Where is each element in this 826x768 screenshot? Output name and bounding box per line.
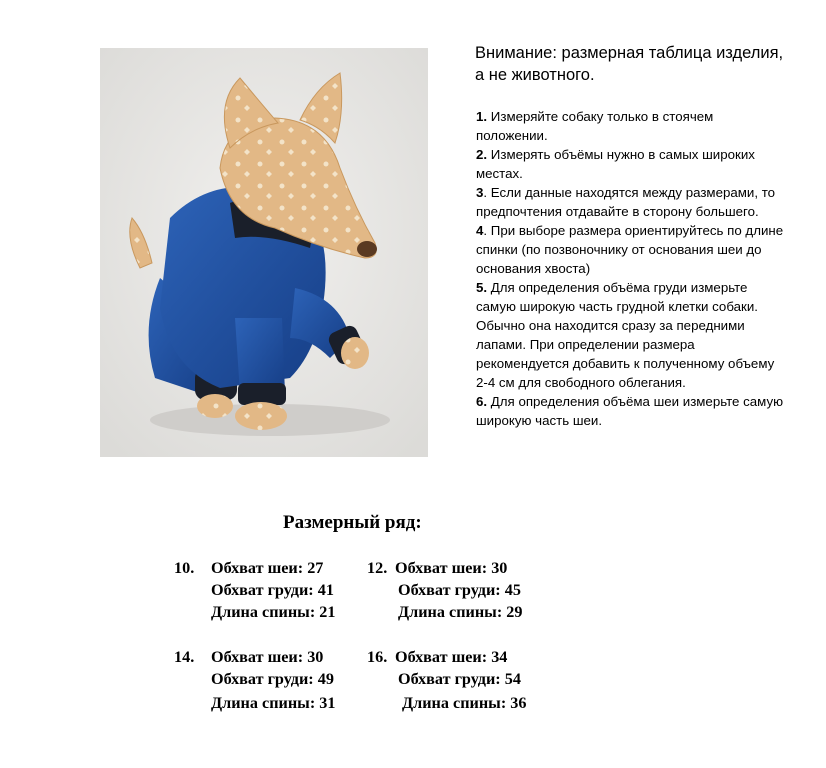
neck-girth: Обхват шеи: 30 (395, 559, 508, 577)
size-block-16 (395, 647, 526, 713)
size-number: 12. (367, 559, 388, 577)
neck-girth: Обхват шеи: 34 (395, 648, 508, 666)
instruction-2: 2. Измерять объёмы нужно в самых широких местах. (476, 147, 755, 181)
size-number: 10. (174, 559, 195, 577)
neck-girth: Обхват шеи: 27 (211, 559, 324, 577)
chest-girth: Обхват груди: 54 (398, 670, 521, 688)
product-photo (100, 48, 428, 457)
instruction-4: 4. При выборе размера ориентируйтесь по длине спинки (по позвоночнику от основания шеи до основания хвоста) (476, 223, 784, 276)
size-range-title: Размерный ряд: (283, 512, 422, 533)
instruction-3: 3. Если данные находятся между размерами, то предпочтения отдавайте в сторону большего. (476, 185, 776, 219)
chest-girth: Обхват груди: 45 (398, 581, 521, 599)
neck-girth: Обхват шеи: 30 (211, 648, 324, 666)
dog-in-jumpsuit-illustration (100, 48, 428, 457)
back-length: Длина спины: 29 (398, 603, 523, 621)
size-number: 16. (367, 648, 388, 666)
chest-girth: Обхват груди: 49 (211, 670, 334, 688)
size-number: 14. (174, 648, 195, 666)
instruction-1: 1. Измеряйте собаку только в стоячем положении. (476, 109, 714, 143)
size-warning-heading: Внимание: размерная таблица изделия, а не животного. (475, 44, 784, 84)
back-length: Длина спины: 21 (211, 603, 336, 621)
measurement-instructions (476, 107, 786, 430)
back-length: Длина спины: 36 (402, 694, 527, 712)
instruction-5: 5. Для определения объёма груди измерьте самую широкую часть грудной клетки собаки. Обычно она находится сразу за передними лапами. При определении размера рекомендуется добавить к полученному объему 2-4 см для свободного облегания. (476, 280, 775, 390)
back-length: Длина спины: 31 (211, 694, 336, 712)
size-block-14 (211, 647, 335, 713)
chest-girth: Обхват груди: 41 (211, 581, 334, 599)
instruction-6: 6. Для определения объёма шеи измерьте самую широкую часть шеи. (476, 394, 784, 428)
size-block-12 (395, 558, 522, 622)
size-block-10 (211, 558, 335, 622)
